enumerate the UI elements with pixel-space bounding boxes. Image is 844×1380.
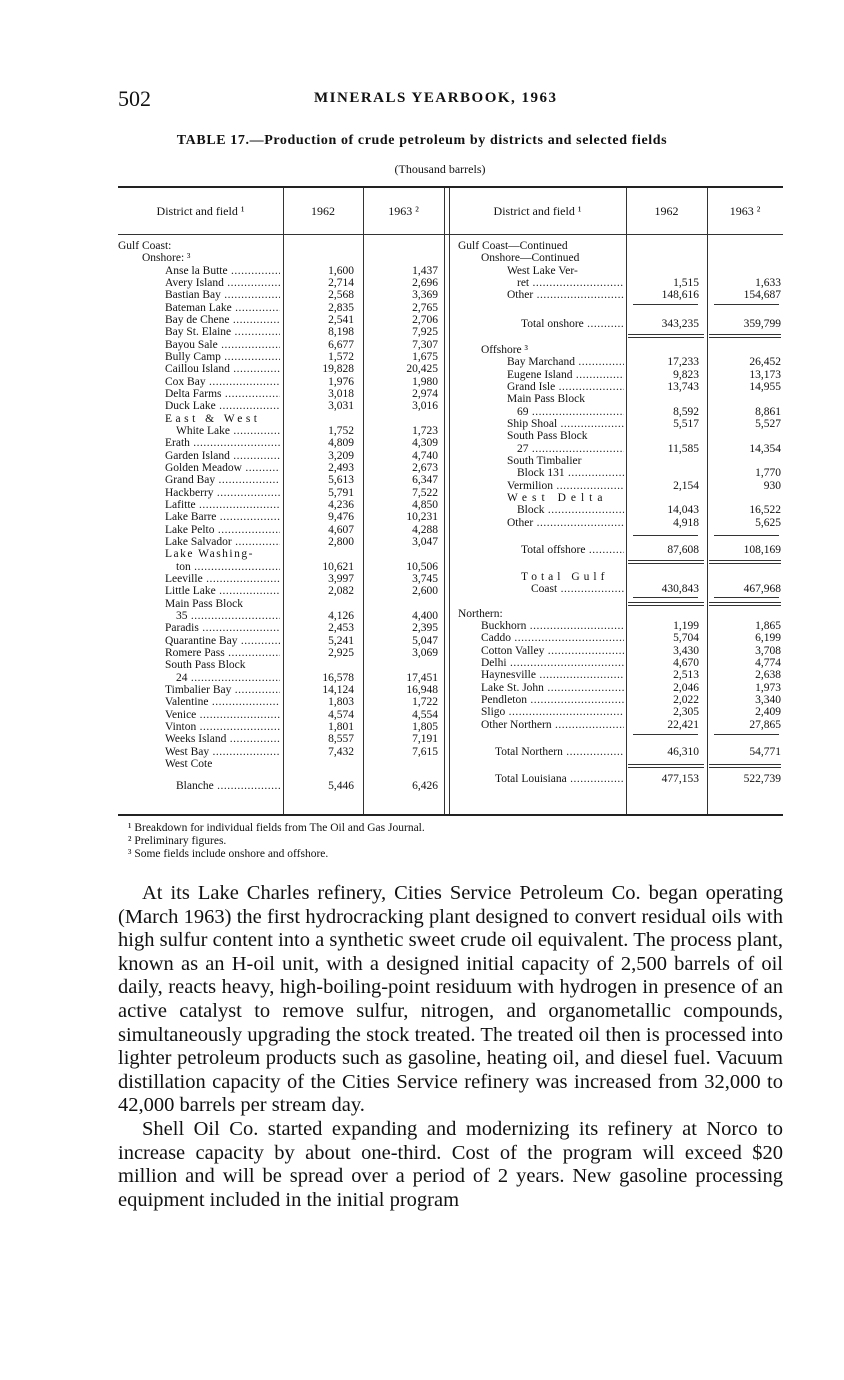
- value-1963: 2,765: [412, 302, 438, 314]
- value-1962: 10,621: [322, 561, 354, 573]
- value-1962: 87,608: [667, 544, 699, 556]
- value-1962: 2,154: [673, 480, 699, 492]
- value-1962: 8,557: [328, 733, 354, 745]
- value-1962: 477,153: [661, 773, 699, 785]
- value-1963: 522,739: [743, 773, 781, 785]
- value-1962: 2,568: [328, 289, 354, 301]
- value-1962: 3,997: [328, 573, 354, 585]
- col-header-1963-left: 1963 ²: [388, 204, 419, 218]
- total-double-rule: [628, 334, 704, 338]
- field-name: Block .....: [517, 504, 624, 517]
- value-1963: 930: [763, 480, 781, 492]
- field-name: Block 131 .....: [517, 467, 624, 480]
- field-name: Bully Camp .....: [165, 351, 280, 364]
- value-1962: 2,925: [328, 647, 354, 659]
- field-name: Other Northern .....: [481, 719, 624, 732]
- field-name: East & West: [165, 413, 261, 425]
- field-name: 35 .....: [176, 610, 280, 623]
- subtotal-rule: [633, 304, 698, 305]
- field-name: Garden Island .....: [165, 450, 280, 463]
- value-1962: 2,082: [328, 585, 354, 597]
- value-1962: 6,677: [328, 339, 354, 351]
- value-1963: 1,805: [412, 721, 438, 733]
- value-1962: 5,613: [328, 474, 354, 486]
- field-name: Erath .....: [165, 437, 280, 450]
- field-name: Offshore ³: [481, 344, 528, 356]
- total-double-rule: [628, 560, 704, 564]
- field-name: Ship Shoal .....: [507, 418, 624, 431]
- table-row: [118, 544, 783, 557]
- value-1963: 4,774: [755, 657, 781, 669]
- field-name: Weeks Island .....: [165, 733, 280, 746]
- value-1963: 6,199: [755, 632, 781, 644]
- field-name: Leeville .....: [165, 573, 280, 586]
- field-name: Bayou Sale .....: [165, 339, 280, 352]
- value-1962: 17,233: [667, 356, 699, 368]
- value-1963: 3,047: [412, 536, 438, 548]
- value-1962: 11,585: [667, 443, 699, 455]
- field-name: West Delta: [507, 492, 608, 504]
- col-header-1963-right: 1963 ²: [729, 204, 761, 218]
- value-1962: 343,235: [661, 318, 699, 330]
- value-1962: 1,752: [328, 425, 354, 437]
- field-name: Lafitte .....: [165, 499, 280, 512]
- footnote: ² Preliminary figures.: [128, 835, 227, 847]
- value-1963: 5,527: [755, 418, 781, 430]
- paragraph: At its Lake Charles refinery, Cities Service Petroleum Co. began operating (March 1963) the first hydrocracking plant designed to convert residual oils with high sulfur content into a synthetic sweet crude oil equivalent. The process plant, known as an H-oil unit, with a designed initial capacity of 2,500 barrels of oil daily, reacts heavy, high-boiling-point residuum with hydrogen in presence of an active catalyst to remove sulfur, nitrogen, and organometallic compounds, simultaneously upgrading the stock treated. The treated oil then is processed into lighter petroleum products such as gasoline, heating oil, and diesel fuel. Vacuum distillation capacity of the Cities Service refinery was increased from 32,000 to 42,000 barrels per stream day.: [118, 882, 783, 1117]
- table-row: [118, 252, 783, 265]
- field-name: ret .....: [517, 277, 624, 290]
- table-row: [118, 773, 783, 786]
- value-1962: 5,517: [673, 418, 699, 430]
- field-name: Caillou Island .....: [165, 363, 280, 376]
- value-1962: 13,743: [667, 381, 699, 393]
- field-name: Total offshore .....: [521, 544, 624, 557]
- field-name: Main Pass Block: [507, 393, 585, 405]
- field-name: Sligo .....: [481, 706, 624, 719]
- value-1962: 9,823: [673, 369, 699, 381]
- value-1962: 3,031: [328, 400, 354, 412]
- value-1963: 7,925: [412, 326, 438, 338]
- table-units: (Thousand barrels): [394, 162, 486, 176]
- field-name: Delta Farms .....: [165, 388, 280, 401]
- value-1962: 430,843: [661, 583, 699, 595]
- value-1962: 148,616: [661, 289, 699, 301]
- field-name: Total Louisiana .....: [495, 773, 624, 786]
- page-number: 502: [118, 86, 151, 111]
- value-1962: 4,670: [673, 657, 699, 669]
- value-1962: 7,432: [328, 746, 354, 758]
- field-name: Bay de Chene .....: [165, 314, 280, 327]
- total-double-rule: [709, 560, 781, 564]
- field-name: Hackberry .....: [165, 487, 280, 500]
- value-1962: 2,835: [328, 302, 354, 314]
- field-name: Bastian Bay .....: [165, 289, 280, 302]
- table-row: [118, 467, 783, 480]
- value-1962: 4,126: [328, 610, 354, 622]
- value-1962: 2,714: [328, 277, 354, 289]
- value-1963: 4,740: [412, 450, 438, 462]
- field-name: Vinton .....: [165, 721, 280, 734]
- value-1962: 1,199: [673, 620, 699, 632]
- col-header-district-left: District and field ¹: [156, 204, 245, 218]
- field-name: Grand Bay .....: [165, 474, 280, 487]
- field-name: 69 .....: [517, 406, 624, 419]
- value-1962: 5,704: [673, 632, 699, 644]
- field-name: Buckhorn .....: [481, 620, 624, 633]
- field-name: ton .....: [176, 561, 280, 574]
- subtotal-rule: [633, 535, 698, 536]
- footnote: ¹ Breakdown for individual fields from The Oil and Gas Journal.: [128, 822, 425, 834]
- field-name: West Lake Ver-: [507, 265, 578, 277]
- field-name: Delhi .....: [481, 657, 624, 670]
- value-1963: 4,554: [412, 709, 438, 721]
- subtotal-rule: [714, 597, 779, 598]
- value-1962: 4,574: [328, 709, 354, 721]
- field-name: Quarantine Bay .....: [165, 635, 280, 648]
- col-header-1962-right: 1962: [654, 204, 679, 218]
- field-name: Anse la Butte .....: [165, 265, 280, 278]
- field-name: Total Northern .....: [495, 746, 624, 759]
- table-row: [118, 746, 783, 759]
- field-name: Other .....: [507, 517, 624, 530]
- table-row: [118, 393, 783, 406]
- table-row: [118, 706, 783, 719]
- value-1963: 154,687: [743, 289, 781, 301]
- col-header-1962-left: 1962: [311, 204, 335, 218]
- field-name: White Lake .....: [176, 425, 280, 438]
- subtotal-rule: [633, 734, 698, 735]
- value-1963: 7,191: [412, 733, 438, 745]
- field-name: Cox Bay .....: [165, 376, 280, 389]
- value-1963: 1,675: [412, 351, 438, 363]
- value-1963: 13,173: [749, 369, 781, 381]
- value-1963: 3,369: [412, 289, 438, 301]
- table-row: [118, 318, 783, 331]
- field-name: Coast .....: [531, 583, 624, 596]
- value-1963: 14,955: [749, 381, 781, 393]
- value-1962: 3,209: [328, 450, 354, 462]
- value-1963: 2,673: [412, 462, 438, 474]
- value-1962: 1,976: [328, 376, 354, 388]
- col-header-district-right: District and field ¹: [493, 204, 582, 218]
- body-text: [118, 882, 783, 1212]
- field-name: Paradis .....: [165, 622, 280, 635]
- value-1963: 4,850: [412, 499, 438, 511]
- value-1963: 7,615: [412, 746, 438, 758]
- value-1963: 2,706: [412, 314, 438, 326]
- value-1962: 9,476: [328, 511, 354, 523]
- field-name: Total onshore .....: [521, 318, 624, 331]
- value-1963: 26,452: [749, 356, 781, 368]
- total-double-rule: [709, 602, 781, 606]
- field-name: Eugene Island .....: [507, 369, 624, 382]
- field-name: Lake Pelto .....: [165, 524, 280, 537]
- running-header: [118, 86, 786, 112]
- subtotal-rule: [633, 597, 698, 598]
- table-row: [118, 669, 783, 682]
- value-1962: 16,578: [322, 672, 354, 684]
- value-1963: 3,016: [412, 400, 438, 412]
- field-name: Duck Lake .....: [165, 400, 280, 413]
- value-1962: 14,043: [667, 504, 699, 516]
- value-1963: 4,288: [412, 524, 438, 536]
- field-name: Grand Isle .....: [507, 381, 624, 394]
- value-1963: 8,861: [755, 406, 781, 418]
- value-1962: 2,046: [673, 682, 699, 694]
- value-1963: 359,799: [743, 318, 781, 330]
- total-double-rule: [628, 602, 704, 606]
- value-1962: 4,809: [328, 437, 354, 449]
- value-1962: 2,305: [673, 706, 699, 718]
- value-1963: 3,708: [755, 645, 781, 657]
- value-1963: 14,354: [749, 443, 781, 455]
- value-1962: 1,515: [673, 277, 699, 289]
- value-1962: 46,310: [667, 746, 699, 758]
- value-1963: 5,047: [412, 635, 438, 647]
- value-1963: 16,948: [406, 684, 438, 696]
- field-name: Other .....: [507, 289, 624, 302]
- value-1962: 14,124: [322, 684, 354, 696]
- table-row: [118, 430, 783, 443]
- subtotal-rule: [714, 734, 779, 735]
- field-name: Vermilion .....: [507, 480, 624, 493]
- subtotal-rule: [714, 304, 779, 305]
- value-1962: 2,453: [328, 622, 354, 634]
- value-1962: 2,800: [328, 536, 354, 548]
- value-1963: 2,974: [412, 388, 438, 400]
- field-name: Main Pass Block: [165, 598, 243, 610]
- table-row: [118, 719, 783, 732]
- table-row: [118, 289, 783, 302]
- field-name: Cotton Valley .....: [481, 645, 624, 658]
- value-1963: 6,347: [412, 474, 438, 486]
- value-1962: 4,607: [328, 524, 354, 536]
- value-1963: 2,409: [755, 706, 781, 718]
- total-double-rule: [709, 334, 781, 338]
- value-1963: 54,771: [749, 746, 781, 758]
- value-1963: 5,625: [755, 517, 781, 529]
- value-1963: 3,069: [412, 647, 438, 659]
- field-name: Bateman Lake .....: [165, 302, 280, 315]
- field-name: Northern:: [458, 608, 503, 620]
- value-1963: 2,395: [412, 622, 438, 634]
- field-name: Onshore—Continued: [481, 252, 580, 264]
- value-1963: 4,309: [412, 437, 438, 449]
- value-1963: 1,633: [755, 277, 781, 289]
- value-1963: 467,968: [743, 583, 781, 595]
- table-row: [118, 632, 783, 645]
- value-1962: 8,592: [673, 406, 699, 418]
- field-name: Golden Meadow .....: [165, 462, 280, 475]
- field-name: Timbalier Bay .....: [165, 684, 280, 697]
- value-1963: 7,307: [412, 339, 438, 351]
- value-1962: 1,572: [328, 351, 354, 363]
- table-row: [118, 356, 783, 369]
- value-1963: 2,638: [755, 669, 781, 681]
- field-name: West Cote: [165, 758, 213, 770]
- total-double-rule: [709, 764, 781, 768]
- field-name: South Pass Block: [165, 659, 246, 671]
- value-1962: 8,198: [328, 326, 354, 338]
- field-name: Little Lake .....: [165, 585, 280, 598]
- field-name: Lake Washing-: [165, 548, 254, 560]
- value-1962: 5,241: [328, 635, 354, 647]
- field-name: South Timbalier: [507, 455, 582, 467]
- value-1963: 108,169: [743, 544, 781, 556]
- value-1963: 16,522: [749, 504, 781, 516]
- field-name: Venice .....: [165, 709, 280, 722]
- value-1962: 1,801: [328, 721, 354, 733]
- value-1963: 1,437: [412, 265, 438, 277]
- value-1963: 1,865: [755, 620, 781, 632]
- field-name: Total Gulf: [521, 571, 609, 583]
- value-1963: 7,522: [412, 487, 438, 499]
- field-name: Bay St. Elaine .....: [165, 326, 280, 339]
- field-name: Bay Marchand .....: [507, 356, 624, 369]
- table-title: TABLE 17.—Production of crude petroleum by districts and selected fields: [176, 133, 668, 148]
- field-name: Haynesville .....: [481, 669, 624, 682]
- value-1963: 2,696: [412, 277, 438, 289]
- value-1963: 27,865: [749, 719, 781, 731]
- total-double-rule: [628, 764, 704, 768]
- field-name: Valentine .....: [165, 696, 280, 709]
- field-name: Caddo .....: [481, 632, 624, 645]
- value-1963: 2,600: [412, 585, 438, 597]
- value-1963: 10,231: [406, 511, 438, 523]
- value-1962: 2,541: [328, 314, 354, 326]
- value-1963: 10,506: [406, 561, 438, 573]
- field-name: Romere Pass .....: [165, 647, 280, 660]
- field-name: Onshore: ³: [142, 252, 191, 264]
- value-1962: 22,421: [667, 719, 699, 731]
- table-row: [118, 504, 783, 517]
- field-name: 24 .....: [176, 672, 280, 685]
- field-name: Lake Salvador .....: [165, 536, 280, 549]
- field-name: West Bay .....: [165, 746, 280, 759]
- value-1963: 3,745: [412, 573, 438, 585]
- value-1963: 20,425: [406, 363, 438, 375]
- value-1963: 6,426: [412, 780, 438, 792]
- value-1962: 3,430: [673, 645, 699, 657]
- value-1962: 4,918: [673, 517, 699, 529]
- field-name: Gulf Coast—Continued: [458, 240, 568, 252]
- field-name: Blanche .....: [176, 780, 280, 793]
- value-1963: 1,980: [412, 376, 438, 388]
- value-1963: 1,722: [412, 696, 438, 708]
- value-1963: 4,400: [412, 610, 438, 622]
- value-1962: 2,493: [328, 462, 354, 474]
- value-1962: 19,828: [322, 363, 354, 375]
- paragraph: Shell Oil Co. started expanding and modernizing its refinery at Norco to increase capacity by about one-third. Cost of the program will exceed $20 million and will be spread over a period of 2 years. New gasoline processing equipment included in the initial program: [118, 1117, 783, 1211]
- value-1962: 5,791: [328, 487, 354, 499]
- table-row: [118, 583, 783, 596]
- subtotal-rule: [714, 535, 779, 536]
- value-1963: 1,770: [755, 467, 781, 479]
- field-name: Gulf Coast:: [118, 240, 172, 252]
- field-name: Lake St. John .....: [481, 682, 624, 695]
- value-1963: 1,723: [412, 425, 438, 437]
- value-1962: 2,513: [673, 669, 699, 681]
- value-1962: 1,600: [328, 265, 354, 277]
- footnote: ³ Some fields include onshore and offshore.: [128, 848, 329, 860]
- value-1962: 2,022: [673, 694, 699, 706]
- table-row: [118, 517, 783, 530]
- production-table: [118, 186, 783, 816]
- value-1963: 1,973: [755, 682, 781, 694]
- value-1962: 1,803: [328, 696, 354, 708]
- value-1962: 4,236: [328, 499, 354, 511]
- field-name: Lake Barre .....: [165, 511, 280, 524]
- field-name: South Pass Block: [507, 430, 588, 442]
- value-1963: 17,451: [406, 672, 438, 684]
- value-1962: 5,446: [328, 780, 354, 792]
- value-1963: 3,340: [755, 694, 781, 706]
- value-1962: 3,018: [328, 388, 354, 400]
- field-name: Avery Island .....: [165, 277, 280, 290]
- field-name: 27 .....: [517, 443, 624, 456]
- field-name: Pendleton .....: [481, 694, 624, 707]
- running-title: MINERALS YEARBOOK, 1963: [314, 90, 558, 106]
